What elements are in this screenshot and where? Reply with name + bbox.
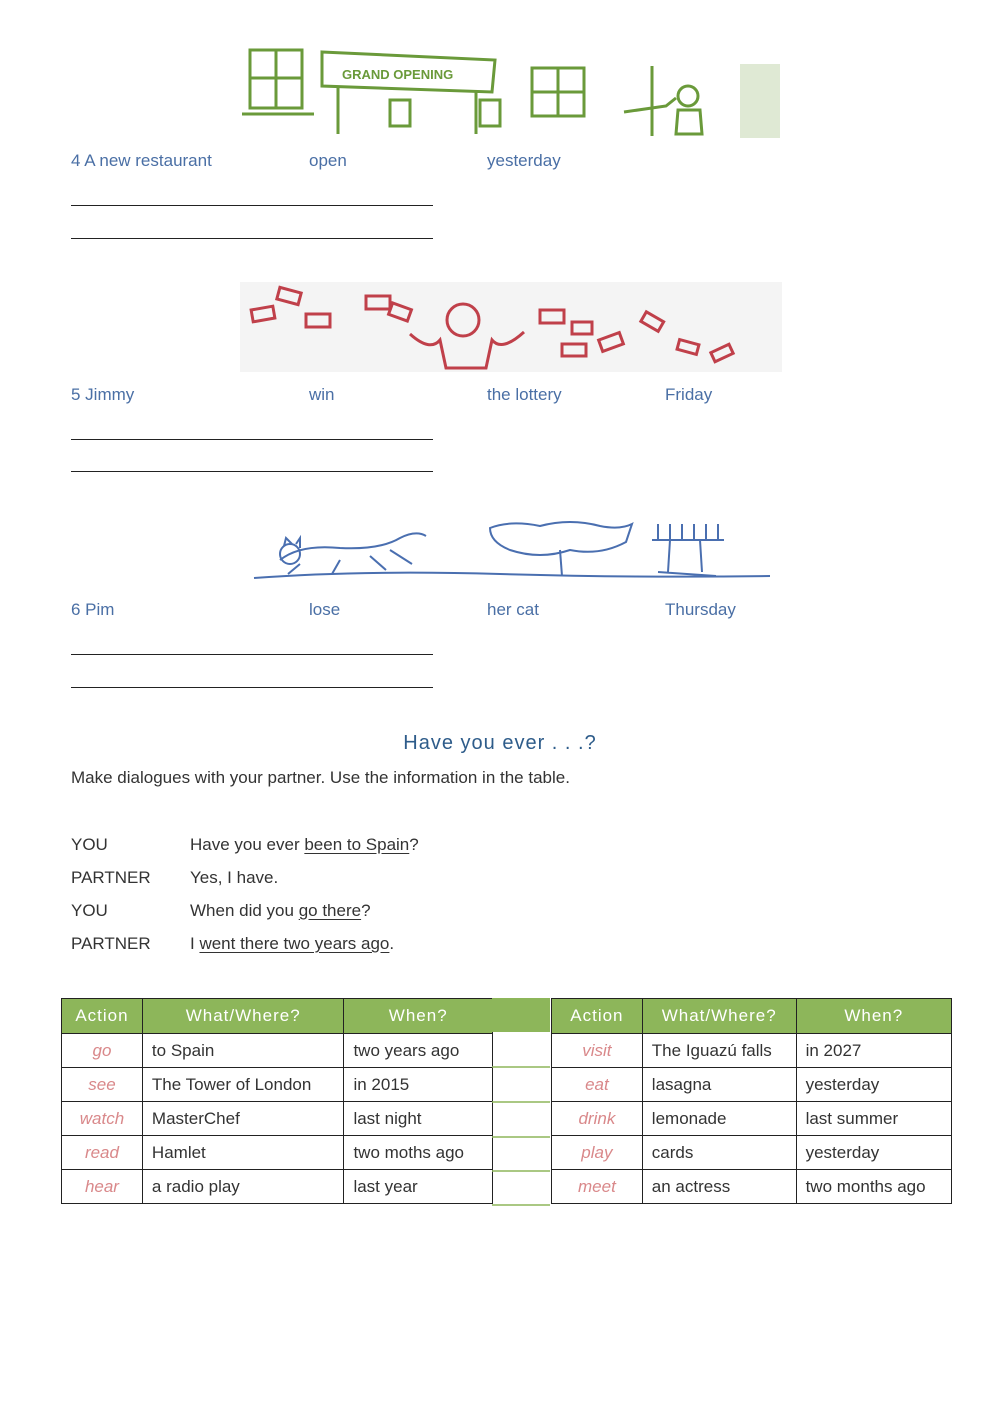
exercise-4-subject: 4 A new restaurant xyxy=(71,151,212,170)
running-cat-illustration xyxy=(240,520,782,584)
dialogue-line: Yes, I have. xyxy=(190,868,279,887)
answer-line[interactable] xyxy=(71,205,433,206)
action-cell: go xyxy=(62,1034,143,1068)
when-cell: last summer xyxy=(796,1102,951,1136)
what-where-cell: to Spain xyxy=(142,1034,344,1068)
action-cell: hear xyxy=(62,1170,143,1204)
dialogue-line: I went there two years ago. xyxy=(190,934,395,953)
answer-line[interactable] xyxy=(71,654,433,655)
answer-line[interactable] xyxy=(71,439,433,440)
exercise-6-time: Thursday xyxy=(665,600,736,619)
section-title: Have you ever . . .? xyxy=(403,732,597,754)
action-cell: see xyxy=(62,1068,143,1102)
column-header: Action xyxy=(62,999,143,1034)
when-cell: two moths ago xyxy=(344,1136,493,1170)
table-row xyxy=(62,1170,493,1204)
what-where-cell: Hamlet xyxy=(142,1136,344,1170)
what-where-cell: lasagna xyxy=(642,1068,796,1102)
exercise-5-verb: win xyxy=(309,385,335,404)
action-cell: eat xyxy=(552,1068,643,1102)
when-cell: in 2027 xyxy=(796,1034,951,1068)
column-header: When? xyxy=(344,999,493,1034)
table-header-row xyxy=(552,999,952,1034)
exercise-4-time: yesterday xyxy=(487,151,561,170)
table-row xyxy=(62,1034,493,1068)
table-spacer-column xyxy=(492,998,550,1206)
column-header: What/Where? xyxy=(642,999,796,1034)
what-where-cell: The Tower of London xyxy=(142,1068,344,1102)
exercise-5-subject: 5 Jimmy xyxy=(71,385,135,404)
what-where-cell: a radio play xyxy=(142,1170,344,1204)
dialogue-speaker: PARTNER xyxy=(71,868,151,887)
answer-line[interactable] xyxy=(71,471,433,472)
when-cell: two years ago xyxy=(344,1034,493,1068)
action-cell: read xyxy=(62,1136,143,1170)
when-cell: two months ago xyxy=(796,1170,951,1204)
action-cell: drink xyxy=(552,1102,643,1136)
what-where-cell: The Iguazú falls xyxy=(642,1034,796,1068)
dialogue-line: When did you go there? xyxy=(190,901,371,920)
what-where-cell: cards xyxy=(642,1136,796,1170)
answer-line[interactable] xyxy=(71,238,433,239)
when-cell: yesterday xyxy=(796,1068,951,1102)
dialogue-speaker: YOU xyxy=(71,835,108,854)
column-header: What/Where? xyxy=(142,999,344,1034)
table-row xyxy=(62,1068,493,1102)
table-row xyxy=(552,1136,952,1170)
grand-opening-illustration xyxy=(240,44,782,140)
when-cell: last night xyxy=(344,1102,493,1136)
table-row xyxy=(62,1102,493,1136)
dialogue-speaker: YOU xyxy=(71,901,108,920)
activities-table-right xyxy=(551,998,952,1204)
lottery-winner-illustration xyxy=(240,282,782,372)
dialogue-speaker: PARTNER xyxy=(71,934,151,953)
dialogue-line: Have you ever been to Spain? xyxy=(190,835,419,854)
exercise-6-subject: 6 Pim xyxy=(71,600,115,619)
exercise-4-verb: open xyxy=(309,151,347,170)
when-cell: last year xyxy=(344,1170,493,1204)
action-cell: visit xyxy=(552,1034,643,1068)
when-cell: in 2015 xyxy=(344,1068,493,1102)
answer-line[interactable] xyxy=(71,687,433,688)
section-instruction: Make dialogues with your partner. Use the information in the table. xyxy=(71,768,570,787)
activities-table-left xyxy=(61,998,493,1204)
column-header: Action xyxy=(552,999,643,1034)
exercise-6-verb: lose xyxy=(309,600,341,619)
table-row xyxy=(552,1034,952,1068)
table-row xyxy=(552,1068,952,1102)
exercise-6-object: her cat xyxy=(487,600,539,619)
what-where-cell: MasterChef xyxy=(142,1102,344,1136)
column-header: When? xyxy=(796,999,951,1034)
table-header-row xyxy=(62,999,493,1034)
table-row xyxy=(552,1170,952,1204)
table-row xyxy=(552,1102,952,1136)
grand-opening-sign-text: GRAND OPENING xyxy=(342,67,454,82)
what-where-cell: lemonade xyxy=(642,1102,796,1136)
action-cell: play xyxy=(552,1136,643,1170)
when-cell: yesterday xyxy=(796,1136,951,1170)
exercise-5-object: the lottery xyxy=(487,385,562,404)
exercise-5-time: Friday xyxy=(665,385,713,404)
table-row xyxy=(62,1136,493,1170)
what-where-cell: an actress xyxy=(642,1170,796,1204)
action-cell: watch xyxy=(62,1102,143,1136)
action-cell: meet xyxy=(552,1170,643,1204)
